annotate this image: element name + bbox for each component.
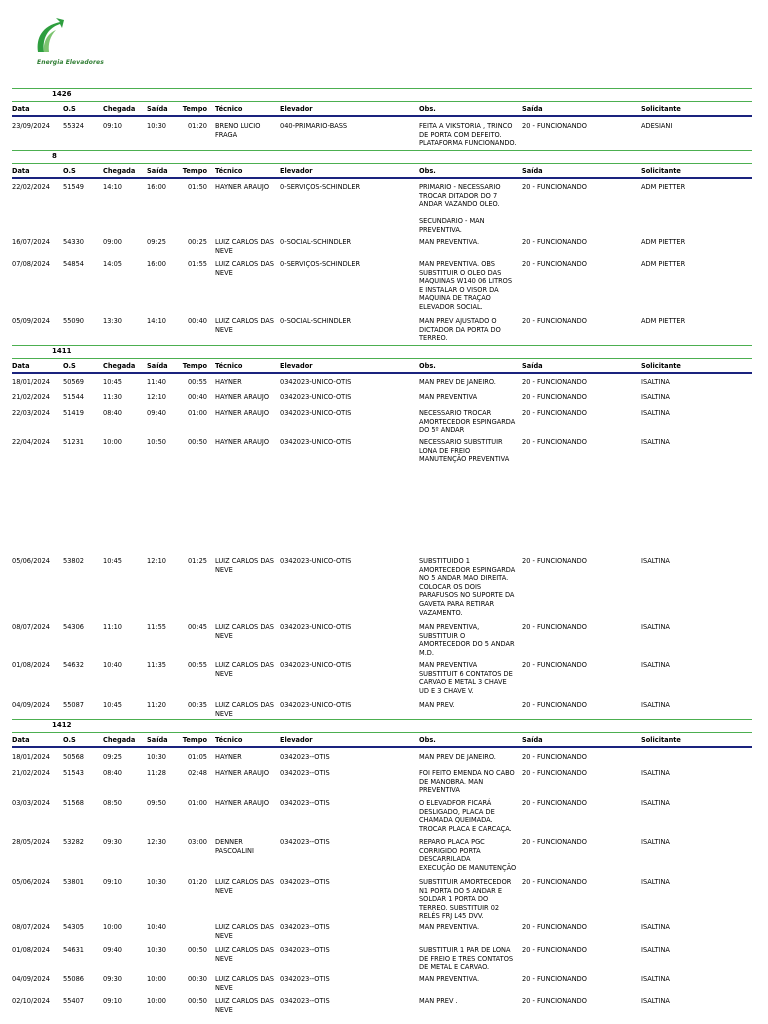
cell-status: 20 - FUNCIONANDO (522, 438, 587, 446)
column-header: Técnico (215, 362, 243, 370)
cell-elevador: 0342023--OTIS (280, 799, 330, 807)
cell-saida: 10:30 (147, 946, 167, 954)
cell-saida: 11:35 (147, 661, 167, 669)
company-logo (20, 18, 104, 70)
cell-status: 20 - FUNCIONANDO (522, 661, 587, 669)
cell-tecnico: LUIZ CARLOS DAS NEVE (215, 317, 274, 334)
cell-saida: 11:28 (147, 769, 167, 777)
cell-obs: MAN PREVENTIVA SUBSTITUIT 6 CONTATOS DE CARVAO E METAL 3 CHAVE UD E 3 CHAVE V. (419, 661, 513, 695)
column-header: Saída (522, 736, 543, 744)
cell-os: 51549 (63, 183, 84, 191)
cell-elevador: 0342023-UNICO-OTIS (280, 393, 352, 401)
cell-obs: SUBSTITUIDO 1 AMORTECEDOR ESPINGARDA NO 5 ANDAR MAO DIREITA. COLOCAR OS DOIS PARAFUSOS NO SUPORTE DA GAVETA PARA RETIRAR VAZAMENTO. (419, 557, 516, 617)
cell-chegada: 10:00 (103, 438, 123, 446)
group-separator (12, 150, 752, 151)
cell-os: 54631 (63, 946, 84, 954)
cell-saida: 12:10 (147, 393, 167, 401)
cell-saida: 10:30 (147, 122, 167, 130)
cell-chegada: 10:45 (103, 378, 123, 386)
cell-os: 51419 (63, 409, 84, 417)
cell-tecnico: HAYNER (215, 378, 242, 386)
cell-chegada: 09:10 (103, 997, 123, 1005)
group-separator (12, 345, 752, 346)
cell-saida: 12:10 (147, 557, 167, 565)
cell-obs: MAN PREVENTIVA. OBS SUBSTITUIR O OLEO DAS MAQUINAS W140 06 LITROS E INSTALAR O VISOR DA MAQUINA DE TRAÇAO ELEVADOR SOCIAL. (419, 260, 513, 311)
column-header: Solicitante (641, 736, 681, 744)
cell-status: 20 - FUNCIONANDO (522, 769, 587, 777)
cell-tempo: 00:50 (187, 997, 207, 1005)
cell-solicitante: ISALTINA (641, 878, 670, 886)
cell-solicitante: ISALTINA (641, 799, 670, 807)
cell-tempo: 00:50 (187, 438, 207, 446)
cell-os: 51544 (63, 393, 84, 401)
cell-tempo: 01:20 (187, 122, 207, 130)
cell-status: 20 - FUNCIONANDO (522, 183, 587, 191)
cell-chegada: 09:00 (103, 238, 123, 246)
cell-status: 20 - FUNCIONANDO (522, 238, 587, 246)
cell-obs: MAN PREVENTIVA. (419, 975, 480, 983)
column-header: Chegada (103, 105, 136, 113)
cell-status: 20 - FUNCIONANDO (522, 317, 587, 325)
cell-tecnico: LUIZ CARLOS DAS NEVE (215, 878, 274, 895)
cell-data: 05/06/2024 (12, 557, 51, 565)
cell-elevador: 0342023-UNICO-OTIS (280, 557, 352, 565)
cell-solicitante: ADM PIETTER (641, 183, 686, 191)
cell-tecnico: HAYNER ARAUJO (215, 769, 270, 777)
cell-obs: MAN PREV DE JANEIRO. (419, 378, 496, 386)
cell-solicitante: ISALTINA (641, 838, 670, 846)
column-header: Tempo (182, 362, 207, 370)
cell-os: 54330 (63, 238, 84, 246)
group-separator (12, 88, 752, 89)
cell-chegada: 08:40 (103, 409, 123, 417)
cell-status: 20 - FUNCIONANDO (522, 923, 587, 931)
cell-data: 04/09/2024 (12, 975, 51, 983)
header-top-line (12, 101, 752, 102)
cell-tempo: 03:00 (187, 838, 207, 846)
cell-status: 20 - FUNCIONANDO (522, 838, 587, 846)
column-header: Elevador (280, 736, 313, 744)
cell-obs: O ELEVADFOR FICARÁ DESLIGADO, PLACA DE CHAMADA QUEIMADA. TROCAR PLACA E CARCAÇA. (419, 799, 512, 833)
cell-tecnico: LUIZ CARLOS DAS NEVE (215, 997, 274, 1014)
cell-data: 08/07/2024 (12, 623, 51, 631)
cell-saida: 16:00 (147, 260, 167, 268)
cell-elevador: 0342023--OTIS (280, 878, 330, 886)
cell-elevador: 0342023--OTIS (280, 975, 330, 983)
group-id: 1412 (52, 721, 72, 729)
column-header: Chegada (103, 362, 136, 370)
cell-chegada: 09:30 (103, 975, 123, 983)
cell-tempo: 00:55 (187, 661, 207, 669)
cell-solicitante: ISALTINA (641, 701, 670, 709)
cell-tempo: 00:25 (187, 238, 207, 246)
cell-saida: 09:40 (147, 409, 167, 417)
cell-data: 28/05/2024 (12, 838, 51, 846)
column-header: Tempo (182, 105, 207, 113)
column-header: Data (12, 736, 30, 744)
column-header: Saída (147, 362, 168, 370)
column-header: Obs. (419, 105, 436, 113)
group-separator (12, 719, 752, 720)
header-top-line (12, 163, 752, 164)
cell-saida: 09:25 (147, 238, 167, 246)
cell-saida: 10:00 (147, 975, 167, 983)
cell-obs: NECESSARIO SUBSTITUIR LONA DE FREIO MANUTENÇÃO PREVENTIVA (419, 438, 510, 464)
cell-solicitante: ISALTINA (641, 923, 670, 931)
cell-status: 20 - FUNCIONANDO (522, 753, 587, 761)
cell-solicitante: ISALTINA (641, 661, 670, 669)
cell-chegada: 09:25 (103, 753, 123, 761)
column-header: O.S (63, 362, 76, 370)
cell-chegada: 09:10 (103, 122, 123, 130)
cell-solicitante: ISALTINA (641, 393, 670, 401)
cell-tecnico: LUIZ CARLOS DAS NEVE (215, 946, 274, 963)
column-header: Tempo (182, 736, 207, 744)
cell-solicitante: ISALTINA (641, 975, 670, 983)
cell-tecnico: LUIZ CARLOS DAS NEVE (215, 623, 274, 640)
cell-chegada: 09:30 (103, 838, 123, 846)
cell-elevador: 0342023-UNICO-OTIS (280, 378, 352, 386)
cell-data: 22/03/2024 (12, 409, 51, 417)
cell-solicitante: ADM PIETTER (641, 260, 686, 268)
cell-elevador: 0342023-UNICO-OTIS (280, 623, 352, 631)
cell-obs: FEITA A VIKSTORIA , TRINCO DE PORTA COM DEFEITO. PLATAFORMA FUNCIONANDO. (419, 122, 517, 148)
cell-solicitante: ISALTINA (641, 769, 670, 777)
cell-data: 01/08/2024 (12, 661, 51, 669)
cell-os: 51231 (63, 438, 84, 446)
cell-status: 20 - FUNCIONANDO (522, 409, 587, 417)
cell-os: 50568 (63, 753, 84, 761)
cell-data: 04/09/2024 (12, 701, 51, 709)
cell-data: 21/02/2024 (12, 769, 51, 777)
cell-os: 53801 (63, 878, 84, 886)
column-header: Obs. (419, 362, 436, 370)
group-id: 1426 (52, 90, 72, 98)
cell-chegada: 08:40 (103, 769, 123, 777)
cell-data: 22/02/2024 (12, 183, 51, 191)
cell-status: 20 - FUNCIONANDO (522, 946, 587, 954)
cell-data: 07/08/2024 (12, 260, 51, 268)
cell-elevador: 0342023--OTIS (280, 838, 330, 846)
cell-tempo: 01:20 (187, 878, 207, 886)
cell-obs: MAN PREV DE JANEIRO. (419, 753, 496, 761)
cell-tempo: 00:40 (187, 317, 207, 325)
cell-obs: NECESSARIO TROCAR AMORTECEDOR ESPINGARDA DO 5º ANDAR (419, 409, 516, 435)
cell-status: 20 - FUNCIONANDO (522, 393, 587, 401)
cell-saida: 12:30 (147, 838, 167, 846)
column-header: O.S (63, 736, 76, 744)
cell-elevador: 0-SERVIÇOS-SCHINDLER (280, 183, 361, 191)
cell-solicitante: ISALTINA (641, 623, 670, 631)
cell-elevador: 040-PRIMARIO-BASS (280, 122, 348, 130)
cell-tecnico: LUIZ CARLOS DAS NEVE (215, 701, 274, 718)
column-header: Chegada (103, 736, 136, 744)
cell-status: 20 - FUNCIONANDO (522, 878, 587, 886)
cell-solicitante: ISALTINA (641, 378, 670, 386)
cell-tempo: 00:35 (187, 701, 207, 709)
cell-saida: 14:10 (147, 317, 167, 325)
cell-tempo: 01:00 (187, 409, 207, 417)
cell-chegada: 14:10 (103, 183, 123, 191)
cell-saida: 10:50 (147, 438, 167, 446)
cell-data: 16/07/2024 (12, 238, 51, 246)
cell-status: 20 - FUNCIONANDO (522, 975, 587, 983)
cell-data: 22/04/2024 (12, 438, 51, 446)
cell-os: 51568 (63, 799, 84, 807)
cell-saida: 10:30 (147, 878, 167, 886)
cell-tecnico: HAYNER ARAUJO (215, 183, 270, 191)
cell-os: 55324 (63, 122, 84, 130)
cell-data: 21/02/2024 (12, 393, 51, 401)
cell-data: 05/06/2024 (12, 878, 51, 886)
cell-tecnico: DENNER PASCOALINI (215, 838, 254, 855)
cell-saida: 09:50 (147, 799, 167, 807)
column-header: Técnico (215, 105, 243, 113)
group-id: 8 (52, 152, 57, 160)
cell-status: 20 - FUNCIONANDO (522, 557, 587, 565)
cell-obs: MAN PREV . (419, 997, 458, 1005)
cell-tempo: 00:55 (187, 378, 207, 386)
column-header: Solicitante (641, 105, 681, 113)
cell-data: 02/10/2024 (12, 997, 51, 1005)
cell-elevador: 0342023-UNICO-OTIS (280, 438, 352, 446)
column-header: Elevador (280, 167, 313, 175)
cell-tecnico: LUIZ CARLOS DAS NEVE (215, 923, 274, 940)
column-header: Solicitante (641, 362, 681, 370)
cell-chegada: 09:10 (103, 878, 123, 886)
header-bottom-line (12, 746, 752, 748)
cell-status: 20 - FUNCIONANDO (522, 799, 587, 807)
cell-chegada: 09:40 (103, 946, 123, 954)
cell-obs: PRIMARIO - NECESSARIO TROCAR DITADOR DO 7 ANDAR VAZANDO OLEO. SECUNDARIO - MAN PREVENTIVA. (419, 183, 501, 234)
cell-data: 18/01/2024 (12, 753, 51, 761)
cell-elevador: 0342023--OTIS (280, 946, 330, 954)
cell-elevador: 0-SOCIAL-SCHINDLER (280, 238, 352, 246)
cell-os: 54854 (63, 260, 84, 268)
cell-tecnico: HAYNER ARAUJO (215, 799, 270, 807)
cell-os: 53282 (63, 838, 84, 846)
cell-obs: SUBSTITUIR AMORTECEDOR N1 PORTA DO 5 ANDAR E SOLDAR 1 PORTA DO TERREO. SUBSTITUIR 02 RELÉS FRJ L45 DVV. (419, 878, 512, 921)
cell-os: 55086 (63, 975, 84, 983)
cell-chegada: 11:30 (103, 393, 123, 401)
cell-chegada: 10:40 (103, 661, 123, 669)
cell-os: 54305 (63, 923, 84, 931)
cell-obs: MAN PREVENTIVA (419, 393, 478, 401)
cell-status: 20 - FUNCIONANDO (522, 701, 587, 709)
header-top-line (12, 358, 752, 359)
column-header: Saída (147, 167, 168, 175)
cell-os: 53802 (63, 557, 84, 565)
cell-tempo: 00:40 (187, 393, 207, 401)
column-header: Saída (522, 105, 543, 113)
cell-data: 05/09/2024 (12, 317, 51, 325)
cell-saida: 10:40 (147, 923, 167, 931)
cell-tecnico: HAYNER ARAUJO (215, 438, 270, 446)
cell-obs: MAN PREV AJUSTADO O DICTADOR DA PORTA DO TERREO. (419, 317, 501, 343)
column-header: Data (12, 362, 30, 370)
column-header: O.S (63, 167, 76, 175)
cell-tecnico: HAYNER ARAUJO (215, 393, 270, 401)
cell-os: 55090 (63, 317, 84, 325)
cell-elevador: 0342023-UNICO-OTIS (280, 661, 352, 669)
cell-tecnico: HAYNER ARAUJO (215, 409, 270, 417)
cell-os: 54632 (63, 661, 84, 669)
cell-solicitante: ADM PIETTER (641, 317, 686, 325)
column-header: Técnico (215, 736, 243, 744)
cell-status: 20 - FUNCIONANDO (522, 260, 587, 268)
column-header: Tempo (182, 167, 207, 175)
cell-tempo: 01:55 (187, 260, 207, 268)
column-header: Obs. (419, 736, 436, 744)
cell-data: 01/08/2024 (12, 946, 51, 954)
cell-tecnico: HAYNER (215, 753, 242, 761)
cell-status: 20 - FUNCIONANDO (522, 122, 587, 130)
cell-elevador: 0-SOCIAL-SCHINDLER (280, 317, 352, 325)
cell-data: 23/09/2024 (12, 122, 51, 130)
cell-elevador: 0342023--OTIS (280, 769, 330, 777)
cell-os: 54306 (63, 623, 84, 631)
group-id: 1411 (52, 347, 72, 355)
cell-chegada: 10:45 (103, 701, 123, 709)
column-header: Data (12, 105, 30, 113)
column-header: Obs. (419, 167, 436, 175)
cell-elevador: 0342023--OTIS (280, 753, 330, 761)
cell-saida: 11:20 (147, 701, 167, 709)
cell-tecnico: LUIZ CARLOS DAS NEVE (215, 661, 274, 678)
header-bottom-line (12, 115, 752, 117)
cell-obs: FOI FEITO EMENDA NO CABO DE MANOBRA. MAN PREVENTIVA (419, 769, 515, 795)
cell-saida: 16:00 (147, 183, 167, 191)
cell-elevador: 0342023-UNICO-OTIS (280, 409, 352, 417)
leaf-arrow-icon (34, 18, 64, 54)
cell-data: 18/01/2024 (12, 378, 51, 386)
column-header: Elevador (280, 362, 313, 370)
header-top-line (12, 732, 752, 733)
cell-obs: MAN PREV. (419, 701, 455, 709)
cell-obs: SUBSTITUIR 1 PAR DE LONA DE FREIO E TRES CONTATOS DE METAL E CARVAO. (419, 946, 514, 972)
cell-tecnico: LUIZ CARLOS DAS NEVE (215, 557, 274, 574)
cell-obs: MAN PREVENTIVA. (419, 238, 480, 246)
cell-status: 20 - FUNCIONANDO (522, 997, 587, 1005)
cell-chegada: 10:00 (103, 923, 123, 931)
cell-tecnico: BRENO LUCIO FRAGA (215, 122, 261, 139)
cell-status: 20 - FUNCIONANDO (522, 378, 587, 386)
cell-elevador: 0342023--OTIS (280, 923, 330, 931)
cell-saida: 11:40 (147, 378, 167, 386)
column-header: O.S (63, 105, 76, 113)
cell-tecnico: LUIZ CARLOS DAS NEVE (215, 260, 274, 277)
cell-elevador: 0342023-UNICO-OTIS (280, 701, 352, 709)
cell-obs: MAN PREVENTIVA. (419, 923, 480, 931)
cell-solicitante: ISALTINA (641, 557, 670, 565)
cell-tempo: 00:45 (187, 623, 207, 631)
cell-tempo: 01:00 (187, 799, 207, 807)
cell-os: 51543 (63, 769, 84, 777)
cell-data: 08/07/2024 (12, 923, 51, 931)
cell-saida: 10:00 (147, 997, 167, 1005)
cell-solicitante: ISALTINA (641, 438, 670, 446)
cell-elevador: 0342023--OTIS (280, 997, 330, 1005)
cell-tempo: 02:48 (187, 769, 207, 777)
column-header: Saída (147, 105, 168, 113)
cell-chegada: 11:10 (103, 623, 123, 631)
cell-solicitante: ISALTINA (641, 409, 670, 417)
column-header: Saída (522, 362, 543, 370)
cell-chegada: 14:05 (103, 260, 123, 268)
cell-saida: 10:30 (147, 753, 167, 761)
cell-os: 50569 (63, 378, 84, 386)
cell-os: 55407 (63, 997, 84, 1005)
cell-chegada: 13:30 (103, 317, 123, 325)
cell-tempo: 01:05 (187, 753, 207, 761)
cell-solicitante: ISALTINA (641, 997, 670, 1005)
column-header: Chegada (103, 167, 136, 175)
cell-tempo: 01:50 (187, 183, 207, 191)
column-header: Técnico (215, 167, 243, 175)
column-header: Data (12, 167, 30, 175)
header-bottom-line (12, 177, 752, 179)
cell-elevador: 0-SERVIÇOS-SCHINDLER (280, 260, 361, 268)
cell-data: 03/03/2024 (12, 799, 51, 807)
logo-wordmark: Energia Elevadores (37, 59, 104, 66)
cell-tecnico: LUIZ CARLOS DAS NEVE (215, 975, 274, 992)
cell-tempo: 00:30 (187, 975, 207, 983)
column-header: Solicitante (641, 167, 681, 175)
cell-obs: MAN PREVENTIVA, SUBSTITUIR O AMORTECEDOR DO 5 ANDAR M.D. (419, 623, 515, 657)
cell-saida: 11:55 (147, 623, 167, 631)
cell-tempo: 01:25 (187, 557, 207, 565)
cell-chegada: 10:45 (103, 557, 123, 565)
cell-solicitante: ADESIANI (641, 122, 673, 130)
cell-obs: REPARO PLACA PGC CORRIGIDO PORTA DESCARRILADA EXECUÇÃO DE MANUTENÇÃO (419, 838, 517, 872)
cell-solicitante: ISALTINA (641, 946, 670, 954)
cell-tecnico: LUIZ CARLOS DAS NEVE (215, 238, 274, 255)
column-header: Saída (522, 167, 543, 175)
cell-tempo: 00:50 (187, 946, 207, 954)
cell-chegada: 08:50 (103, 799, 123, 807)
column-header: Elevador (280, 105, 313, 113)
column-header: Saída (147, 736, 168, 744)
header-bottom-line (12, 372, 752, 374)
cell-status: 20 - FUNCIONANDO (522, 623, 587, 631)
cell-os: 55087 (63, 701, 84, 709)
cell-solicitante: ADM PIETTER (641, 238, 686, 246)
